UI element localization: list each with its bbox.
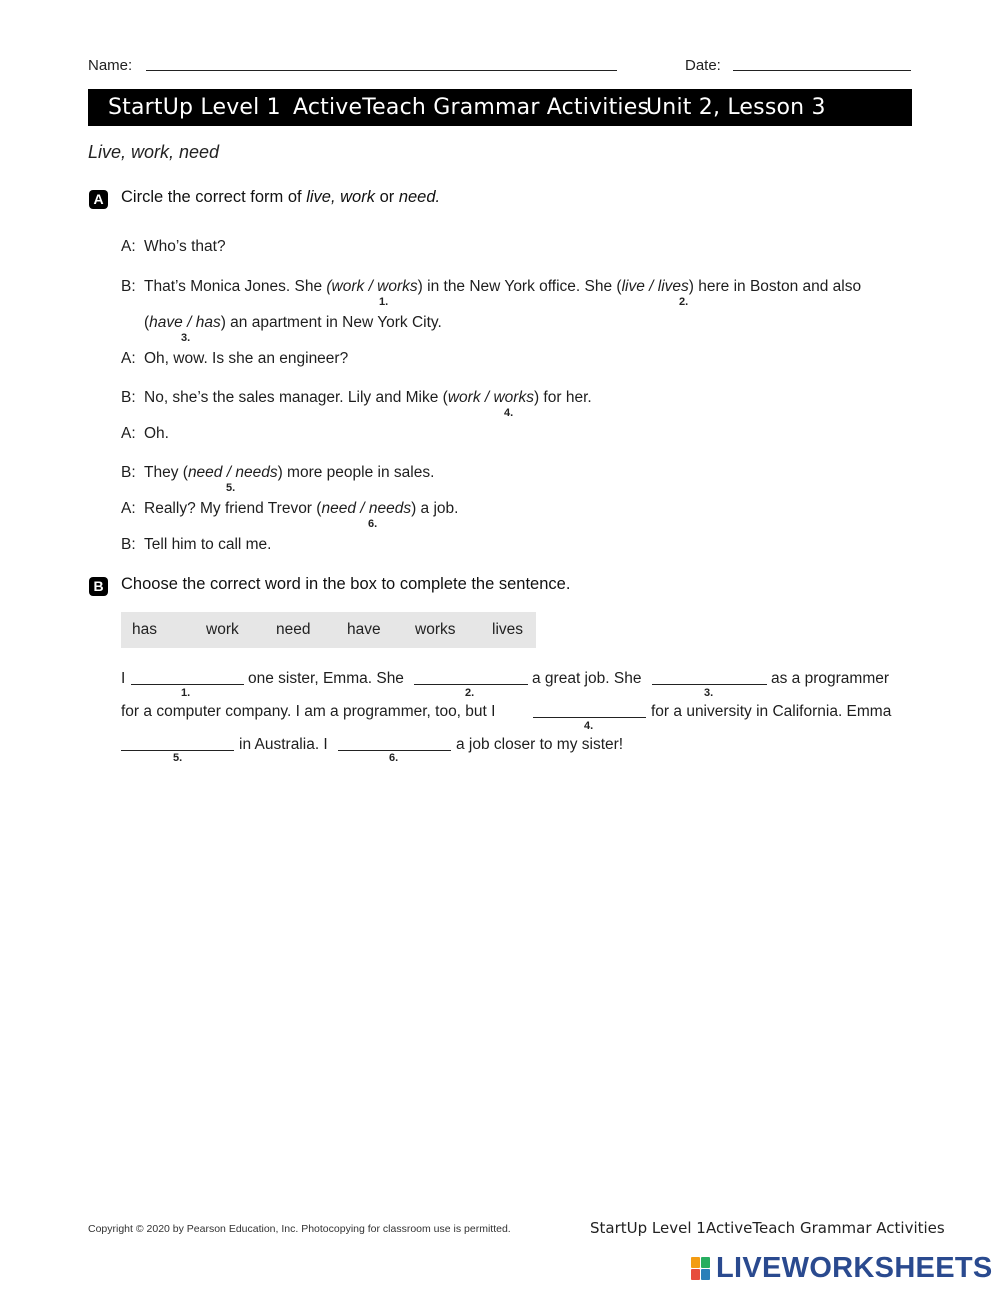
- section-b-instruction: Choose the correct word in the box to complete the sentence.: [121, 575, 571, 593]
- date-field[interactable]: [733, 70, 911, 71]
- answer-blank-6[interactable]: [338, 750, 451, 751]
- word-bank-item: have: [347, 621, 381, 638]
- dialogue-line: Oh, wow. Is she an engineer?: [144, 350, 349, 367]
- item-number: 6.: [389, 752, 399, 764]
- item-number: 6.: [368, 518, 378, 530]
- item-number: 5.: [226, 482, 236, 494]
- item-number: 2.: [679, 296, 689, 308]
- speaker-label: A:: [121, 238, 136, 255]
- word-bank-item: work: [206, 621, 239, 638]
- name-field[interactable]: [146, 70, 617, 71]
- dialogue-line: That’s Monica Jones. She (work / works) in the New York office. She (live / lives) here in Boston and also: [144, 278, 862, 295]
- dialogue-line: No, she’s the sales manager. Lily and Mike (work / works) for her.: [144, 389, 592, 406]
- choice-1[interactable]: (work / works: [326, 278, 418, 295]
- sentence-text: I: [121, 670, 126, 687]
- item-number: 1.: [379, 296, 389, 308]
- liveworksheets-watermark: LIVEWORKSHEETS: [716, 1252, 993, 1284]
- word-bank: [121, 612, 536, 648]
- sentence-text: a job closer to my sister!: [456, 736, 624, 753]
- answer-blank-4[interactable]: [533, 717, 646, 718]
- choice-5[interactable]: need / needs: [187, 464, 278, 481]
- choice-6[interactable]: need / needs: [321, 500, 412, 517]
- section-a-instruction: Circle the correct form of live, work or need.: [121, 188, 441, 206]
- choice-2[interactable]: live / lives: [621, 278, 689, 295]
- dialogue-line: Really? My friend Trevor (need / needs) a job.: [144, 500, 459, 517]
- speaker-label: B:: [121, 278, 136, 295]
- footer-level: StartUp Level 1: [590, 1219, 706, 1237]
- sentence-text: for a computer company. I am a programmer, too, but I: [121, 703, 496, 720]
- section-b-badge: B: [89, 577, 108, 596]
- answer-blank-1[interactable]: [131, 684, 244, 685]
- speaker-label: B:: [121, 464, 136, 481]
- word-bank-item: need: [276, 621, 311, 638]
- name-label: Name:: [88, 57, 133, 74]
- word-bank-item: works: [415, 621, 456, 638]
- banner-unit: Unit 2, Lesson 3: [646, 95, 826, 120]
- choice-4[interactable]: work / works: [447, 389, 534, 406]
- speaker-label: A:: [121, 425, 136, 442]
- item-number: 3.: [704, 687, 714, 699]
- item-number: 1.: [181, 687, 191, 699]
- banner-level: StartUp Level 1: [108, 95, 281, 120]
- item-number: 4.: [504, 407, 514, 419]
- dialogue-line: Tell him to call me.: [144, 536, 272, 553]
- dialogue-line: (have / has) an apartment in New York City.: [144, 314, 442, 331]
- liveworksheets-logo-icon: [691, 1257, 711, 1281]
- date-label: Date:: [685, 57, 721, 74]
- sentence-text: for a university in California. Emma: [651, 703, 892, 720]
- section-a-badge: A: [89, 190, 108, 209]
- copyright-notice: Copyright © 2020 by Pearson Education, Inc. Photocopying for classroom use is permitted.: [88, 1223, 511, 1235]
- choice-3[interactable]: have / has: [149, 314, 221, 331]
- speaker-label: A:: [121, 500, 136, 517]
- speaker-label: A:: [121, 350, 136, 367]
- item-number: 3.: [181, 332, 191, 344]
- item-number: 2.: [465, 687, 475, 699]
- banner-product: ActiveTeach Grammar Activities: [293, 95, 650, 120]
- sentence-text: a great job. She: [532, 670, 642, 687]
- lesson-subtitle: Live, work, need: [88, 142, 220, 162]
- sentence-text: one sister, Emma. She: [248, 670, 404, 687]
- answer-blank-2[interactable]: [414, 684, 528, 685]
- title-banner: [88, 89, 912, 126]
- sentence-text: as a programmer: [771, 670, 890, 687]
- sentence-text: in Australia. I: [239, 736, 328, 753]
- dialogue-line: Who’s that?: [144, 238, 226, 255]
- item-number: 5.: [173, 752, 183, 764]
- dialogue-line: Oh.: [144, 425, 169, 442]
- word-bank-item: lives: [492, 621, 524, 638]
- speaker-label: B:: [121, 536, 136, 553]
- dialogue-line: They (need / needs) more people in sales.: [144, 464, 435, 481]
- answer-blank-5[interactable]: [121, 750, 234, 751]
- speaker-label: B:: [121, 389, 136, 406]
- footer-product: ActiveTeach Grammar Activities: [706, 1219, 945, 1237]
- answer-blank-3[interactable]: [652, 684, 767, 685]
- word-bank-item: has: [132, 621, 157, 638]
- item-number: 4.: [584, 720, 594, 732]
